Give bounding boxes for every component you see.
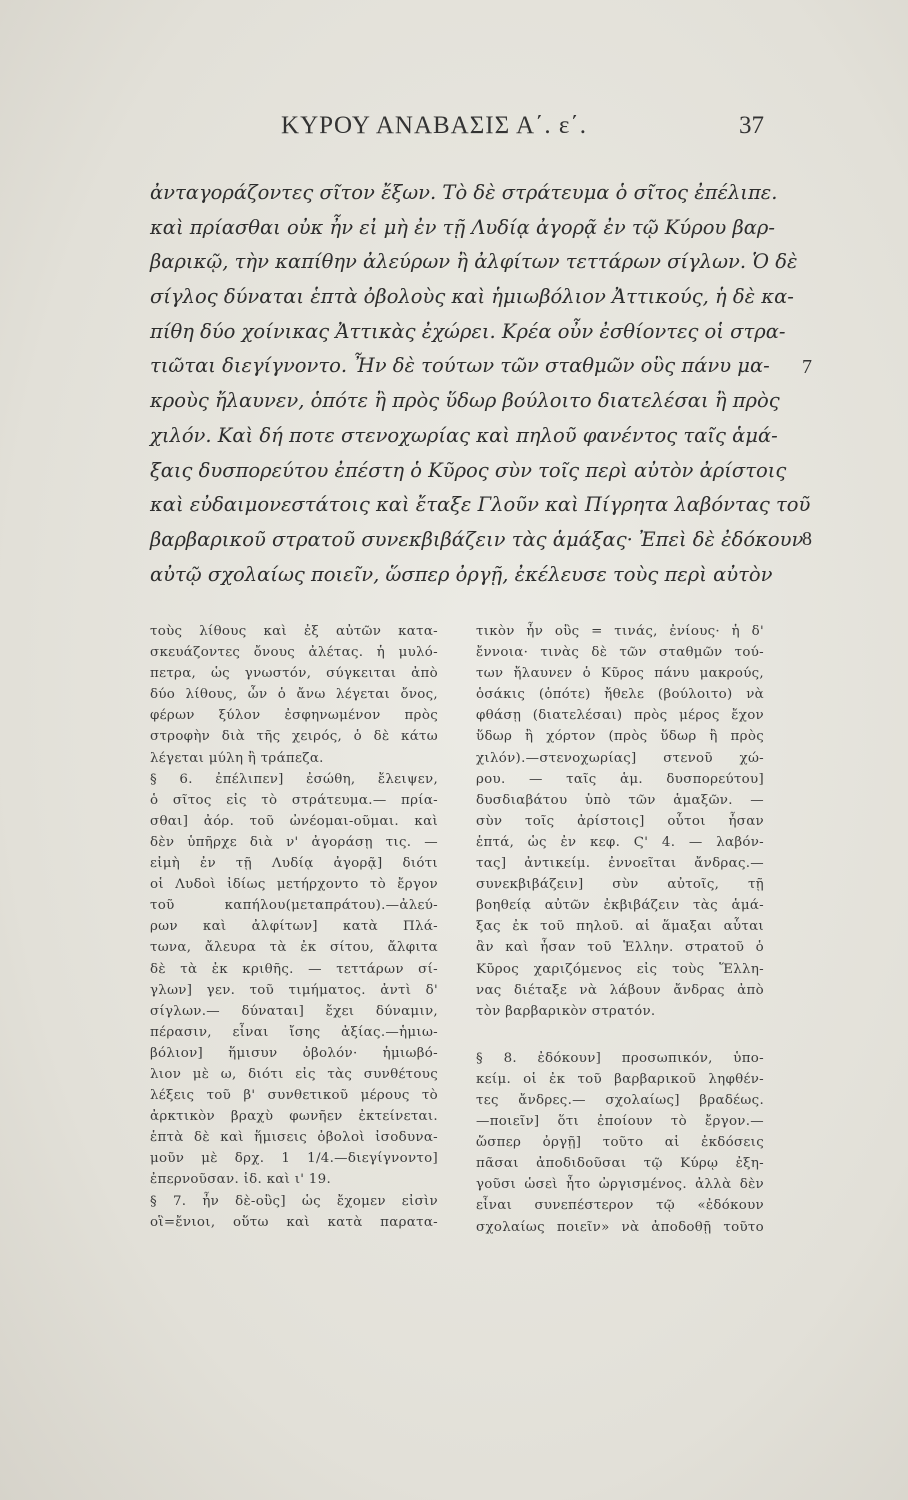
note-line: σίγλων.— δύναται] ἔχει δύναμιν, <box>150 1003 438 1019</box>
note-line: οἳ=ἔνιοι, οὕτω καὶ κατὰ παρατα- <box>150 1214 438 1230</box>
note-line: δυσδιαβάτου ὑπὸ τῶν ἁμαξῶν. — <box>476 792 764 808</box>
note-line: § 7. ἦν δὲ-οὓς] ὡς ἔχομεν εἰσὶν <box>150 1193 438 1209</box>
main-text-line: πίθη δύο χοίνικας Ἀττικὰς ἐχώρει. Κρέα οὖν ἐσθίοντες οἱ στρα- <box>150 319 786 343</box>
note-line: εἰμὴ ἐν τῇ Λυδίᾳ ἀγορᾷ] διότι <box>150 856 438 872</box>
note-line: ρων καὶ ἀλφίτων] κατὰ Πλά- <box>150 919 438 935</box>
note-line: συνεκβιβάζειν] σὺν αὐτοῖς, τῇ <box>476 877 764 893</box>
note-line: Κῦρος χαριζόμενος εἰς τοὺς Ἕλλη- <box>476 961 764 977</box>
page-number: 37 <box>739 112 764 139</box>
note-line: οἱ Λυδοὶ ἰδίως μετήρχοντο τὸ ἔργον <box>150 877 438 893</box>
note-line: ρου. — ταῖς ἁμ. δυσπορεύτου] <box>476 771 764 787</box>
main-text-line: καὶ πρίασθαι οὐκ ἦν εἰ μὴ ἐν τῇ Λυδίᾳ ἀγορᾷ ἐν τῷ Κύρου βαρ- <box>150 215 775 239</box>
commentary-right-column <box>476 621 764 1238</box>
note-line: βοηθείᾳ αὐτῶν ἐκβιβάζειν τὰς ἁμά- <box>476 898 764 914</box>
note-line: νας διέταξε νὰ λάβουν ἄνδρας ἀπὸ <box>476 982 764 998</box>
main-greek-text <box>150 176 811 592</box>
note-line: ὁ σῖτος εἰς τὸ στράτευμα.— πρία- <box>150 792 438 808</box>
note-line: τωνα, ἄλευρα τὰ ἐκ σίτου, ἄλφιτα <box>150 940 438 956</box>
note-line: σθαι] ἀόρ. τοῦ ὠνέομαι-οῦμαι. καὶ <box>150 813 438 829</box>
note-line: § 6. ἐπέλιπεν] ἐσώθη, ἔλειψεν, <box>150 771 438 787</box>
note-line: στροφὴν διὰ τῆς χειρός, ὁ δὲ κάτω <box>150 729 438 745</box>
section-number-8: 8 <box>802 528 812 550</box>
note-line: δὲ τὰ ἐκ κριθῆς. — τεττάρων σί- <box>150 961 438 977</box>
note-line: γλων] γεν. τοῦ τιμήματος. ἀντὶ δ' <box>150 982 438 998</box>
main-text-line: κροὺς ἤλαυνεν, ὁπότε ἢ πρὸς ὕδωρ βούλοιτο διατελέσαι ἢ πρὸς <box>150 389 780 413</box>
note-line: λέξεις τοῦ β' συνθετικοῦ μέρους τὸ <box>150 1088 438 1104</box>
note-line: τες ἄνδρες.— σχολαίως] βραδέως. <box>476 1092 764 1108</box>
paragraph-gap <box>476 1022 764 1048</box>
main-text-line: ξαις δυσπορεύτου ἐπέστη ὁ Κῦρος σὺν τοῖς περὶ αὐτὸν ἀρίστοις <box>150 458 787 482</box>
commentary-notes <box>150 621 764 1421</box>
note-line: χιλόν).—στενοχωρίας] στενοῦ χώ- <box>476 750 764 766</box>
note-line: τας] ἀντικείμ. ἐννοεῖται ἄνδρας.— <box>476 856 764 872</box>
note-line: σχολαίως ποιεῖν» νὰ ἀποδοθῇ τοῦτο <box>476 1219 764 1235</box>
note-line: μοῦν μὲ δρχ. 1 1/4.—διεγίγνοντο] <box>150 1151 438 1167</box>
note-line: δὲν ὑπῆρχε διὰ ν' ἀγοράσῃ τις. — <box>150 834 438 850</box>
note-line: τὸν βαρβαρικὸν στρατόν. <box>476 1003 656 1019</box>
commentary-left-column <box>150 621 438 1233</box>
main-text-line: αὐτῷ σχολαίως ποιεῖν, ὥσπερ ὀργῇ, ἐκέλευσε τοὺς περὶ αὐτὸν <box>150 562 773 586</box>
note-line: εἶναι συνεπέστερον τῷ «ἐδόκουν <box>476 1198 764 1214</box>
note-line: ἂν καὶ ἦσαν τοῦ Ἑλλην. στρατοῦ ὁ <box>476 940 764 956</box>
note-line: ὁσάκις (ὁπότε) ἤθελε (βούλοιτο) νὰ <box>476 687 764 703</box>
note-line: σὺν τοῖς ἀρίστοις] οὗτοι ἦσαν <box>476 813 764 829</box>
main-text-line: σίγλος δύναται ἑπτὰ ὀβολοὺς καὶ ἡμιωβόλιον Ἀττικούς, ἡ δὲ κα- <box>150 285 794 309</box>
note-line: πᾶσαι ἀποδιδοῦσαι τῷ Κύρῳ ἐξη- <box>476 1156 764 1172</box>
note-line: των ἤλαυνεν ὁ Κῦρος πάνυ μακρούς, <box>476 666 764 682</box>
main-text-line: βαρβαρικοῦ στρατοῦ συνεκβιβάζειν τὰς ἁμάξας· Ἐπεὶ δὲ ἐδόκουν <box>150 527 804 551</box>
note-line: γοῦσι ὡσεὶ ἦτο ὠργισμένος. ἀλλὰ δὲν <box>476 1177 764 1193</box>
section-number-7: 7 <box>802 356 812 378</box>
note-line: ξας ἐκ τοῦ πηλοῦ. αἱ ἅμαξαι αὗται <box>476 919 764 935</box>
note-line: ὕδωρ ἢ χόρτον (πρὸς ὕδωρ ἢ πρὸς <box>476 729 764 745</box>
note-line: τοῦ καπήλου(μεταπράτου).—ἀλεύ- <box>150 898 438 914</box>
note-line: ἑπτὰ δὲ καὶ ἥμισεις ὀβολοὶ ἰσοδυνα- <box>150 1130 438 1146</box>
main-text-line: χιλόν. Καὶ δή ποτε στενοχωρίας καὶ πηλοῦ φανέντος ταῖς ἁμά- <box>150 423 778 447</box>
note-line: λέγεται μύλη ἢ τράπεζα. <box>150 750 324 766</box>
note-line: ὥσπερ ὀργῇ] τοῦτο αἱ ἐκδόσεις <box>476 1135 764 1151</box>
note-line: πετρα, ὡς γνωστόν, σύγκειται ἀπὸ <box>150 666 438 682</box>
main-text-line: τιῶται διεγίγνοντο. Ἦν δὲ τούτων τῶν σταθμῶν οὓς πάνυ μα- <box>150 354 770 378</box>
note-line: τοὺς λίθους καὶ ἐξ αὐτῶν κατα- <box>150 624 438 639</box>
note-line: φέρων ξύλον ἐσφηνωμένον πρὸς <box>150 708 438 724</box>
note-line: φθάσῃ (διατελέσαι) πρὸς μέρος ἔχον <box>476 708 764 724</box>
note-line: λιον μὲ ω, διότι εἰς τὰς συνθέτους <box>150 1066 438 1082</box>
note-line: ἐπερνοῦσαν. ἰδ. καὶ ι' 19. <box>150 1172 332 1188</box>
running-header <box>0 112 908 144</box>
note-line: πέρασιν, εἶναι ἴσης ἀξίας.—ἡμιω- <box>150 1024 438 1040</box>
note-line: ἑπτά, ὡς ἐν κεφ. Ϛ' 4. — λαβόν- <box>476 834 764 850</box>
note-line: σκευάζοντες ὄνους ἀλέτας. ἡ μυλό- <box>150 645 438 661</box>
main-text-line: ἀνταγοράζοντες σῖτον ἔξων. Τὸ δὲ στράτευμα ὁ σῖτος ἐπέλιπε. <box>150 181 778 204</box>
note-line: βόλιον] ἥμισυν ὀβολόν· ἡμιωβό- <box>150 1045 438 1061</box>
note-line: ἔννοια· τινὰς δὲ τῶν σταθμῶν τού- <box>476 645 764 661</box>
main-text-line: βαρικῷ, τὴν καπίθην ἀλεύρων ἢ ἀλφίτων τεττάρων σίγλων. Ὁ δὲ <box>150 250 798 274</box>
note-line: τικὸν ἦν οὓς = τινάς, ἐνίους· ἡ δ' <box>476 624 764 639</box>
main-text-line: καὶ εὐδαιμονεστάτοις καὶ ἔταξε Γλοῦν καὶ Πίγρητα λαβόντας τοῦ <box>150 493 811 517</box>
note-line: —ποιεῖν] ὅτι ἐποίουν τὸ ἔργον.— <box>476 1114 764 1130</box>
note-line: κείμ. οἱ ἐκ τοῦ βαρβαρικοῦ ληφθέν- <box>476 1071 764 1087</box>
header-title: ΚΥΡΟΥ ΑΝΑΒΑΣΙΣ Α΄. ε΄. <box>281 112 587 139</box>
note-line: δύο λίθους, ὧν ὁ ἄνω λέγεται ὄνος, <box>150 687 438 703</box>
note-line: ἀρκτικὸν βραχὺ φωνῆεν ἐκτείνεται. <box>150 1109 438 1125</box>
note-line: § 8. ἐδόκουν] προσωπικόν, ὑπο- <box>476 1050 764 1066</box>
